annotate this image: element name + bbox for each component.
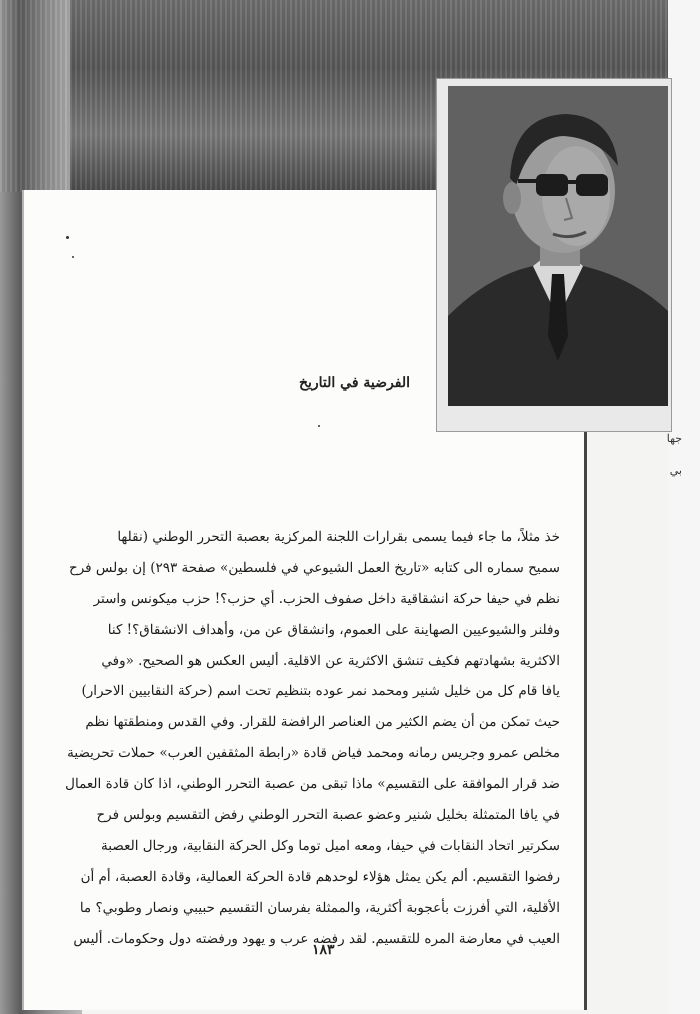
page-number: ١٨٣ (312, 942, 335, 958)
body-line: خذ مثلاً، ما جاء فيما يسمى بقرارات اللجنة المركزية بعصبة التحرر الوطني (نقلها (117, 529, 560, 545)
body-line: يافا قام كل من خليل شنير ومحمد نمر عوده بتنظيم تحت اسم (حركة النقابيين الاحرار) (81, 683, 560, 700)
body-line: نظم في حيفا حركة انشقاقية داخل صفوف الحزب. أي حزب؟! حزب ميكونس واستر (93, 590, 560, 607)
body-line: مخلص عمرو وجريس رمانه ومحمد فياض قادة «رابطة المثقفين العرب» حملات تحريضية (67, 745, 560, 762)
body-line: ضد قرار الموافقة على التقسيم» ماذا تبقى من عصبة التحرر الوطني، اذا كان قادة العمال (65, 776, 560, 793)
body-line: سميح سماره الى كتابه «تاريخ العمل الشيوعي في فلسطين» صفحة ٢٩٣) إن بولس فرح (68, 559, 560, 576)
speck (72, 256, 74, 258)
body-line: الأقلية، التي أفرزت بأعجوبة أكثرية، والممثلة بفرسان التقسيم حبيبي ونصار وطوبي؟ ما (79, 899, 560, 916)
body-line: وفلنر والشيوعيين الصهاينة على العموم، وانشقاق عن من، وأهداف الانشقاق؟! كنا (107, 621, 560, 638)
body-line: حيث تمكن من أن يضم الكثير من العناصر الرافضة للقرار. وفي القدس ومنطقتها نظم (85, 714, 560, 731)
article-title: الفرضية في التاريخ (298, 375, 410, 391)
page-right-edge (584, 430, 587, 1010)
page-left-edge (22, 190, 24, 1010)
scan-margin-right (668, 0, 700, 1014)
portrait-photo (448, 86, 668, 406)
body-line: رفضوا التقسيم. ألم يكن يمثل هؤلاء لوحدهم قادة الحركة العمالية، وقادة العصبة، أم أن (80, 868, 560, 885)
article-body (52, 522, 560, 954)
body-line: في يافا المتمثلة بخليل شنير وعضو عصبة التحرر الوطني رفض التقسيم وبولس فرح (96, 807, 560, 824)
body-line: سكرتير اتحاد النقابات في حيفا، ومعه اميل توما وكل الحركة النقابية، ورجال العصبة (101, 837, 560, 854)
portrait-image (448, 86, 668, 406)
side-fragment-1: جها (666, 432, 682, 445)
speck (66, 236, 69, 239)
side-fragment-2: بي (669, 464, 682, 477)
body-line: الاكثرية بشهادتهم فكيف تنشق الاكثرية عن الاقلية. أليس العكس هو الصحيح. «وفي (101, 652, 560, 669)
body-line: العيب في معارضة المره للتقسيم. لقد رفضه عرب و يهود ورفضته دول وحكومات. أليس (73, 930, 560, 947)
speck (318, 425, 320, 427)
